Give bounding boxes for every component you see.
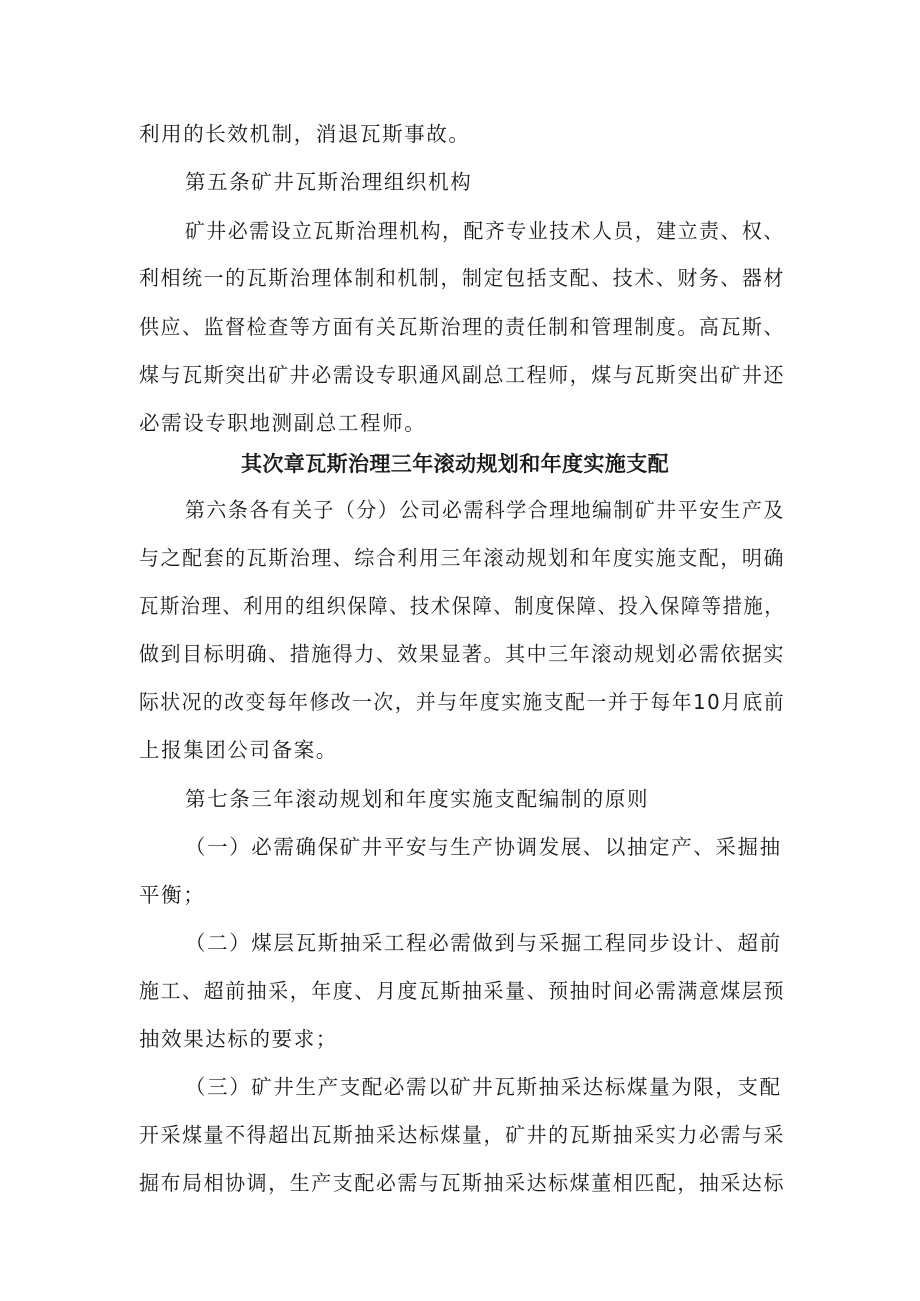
text-line: 矿井必需设立瓦斯治理机构，配齐专业技术人员，建立责、权、 [185,219,785,243]
body-line [0,209,920,253]
text-line: 利相统一的瓦斯治理体制和机制，制定包括支配、技术、财务、器材 [139,266,785,290]
body-line [0,1161,920,1205]
body-line [0,632,920,676]
body-line [0,488,920,532]
text-line: 煤与瓦斯突出矿井必需设专职通风副总工程师，煤与瓦斯突出矿井还 [139,363,785,387]
text-line: （二）煤层瓦斯抽采工程必需做到与采掘工程同步设计、超前 [185,931,782,955]
chapter-heading [0,442,920,486]
text-line: 瓦斯治理、利用的组织保障、技术保障、制度保障、投入保障等措施， [139,594,786,618]
text-line: 第七条三年滚动规划和年度实施支配编制的原则 [185,787,650,811]
text-line: 供应、监督检查等方面有关瓦斯治理的责任制和管理制度。高瓦斯、 [139,315,785,339]
body-line [0,969,920,1013]
text-line: 抽效果达标的要求； [139,1027,338,1051]
body-line [0,584,920,628]
list-item [0,921,920,965]
body-line [0,680,920,724]
text-line: 平衡； [139,883,206,907]
text-line: 掘布局相协调，生产支配必需与瓦斯抽采达标煤董相匹配，抽采达标 [139,1171,785,1195]
body-line [0,112,920,156]
body-line [0,728,920,772]
body-line [0,305,920,349]
text-line: 际状况的改变每年修改一次，并与年度实施支配一并于每年10月底前 [139,690,786,714]
text-line: 第六条各有关子（分）公司必需科学合理地编制矿井平安生产及 [185,498,785,522]
body-line [0,401,920,445]
text-line: 做到目标明确、措施得力、效果显著。其中三年滚动规划必需依据实 [139,642,785,666]
body-line [0,256,920,300]
list-item [0,825,920,869]
text-line: 与之配套的瓦斯治理、综合利用三年滚动规划和年度实施支配，明确 [139,546,785,570]
article-heading [0,160,920,204]
text-line: 施工、超前抽采，年度、月度瓦斯抽采量、预抽时间必需满意煤层预 [139,979,785,1003]
body-line [0,536,920,580]
list-item [0,1065,920,1109]
body-line [0,1017,920,1061]
body-line [0,353,920,397]
text-line: 必需设专职地测副总工程师。 [139,411,427,435]
body-line [0,1113,920,1157]
text-line: （一）必需确保矿井平安与生产协调发展、以抽定产、采掘抽 [185,835,782,859]
text-line: 第五条矿井瓦斯治理组织机构 [185,170,473,194]
chapter-title: 其次章瓦斯治理三年滚动规划和年度实施支配 [241,452,669,476]
text-line: 利用的长效机制，消退瓦斯事故。 [139,122,471,146]
body-line [0,873,920,917]
text-line: （三）矿井生产支配必需以矿井瓦斯抽采达标煤量为限，支配 [185,1075,782,1099]
article-heading [0,777,920,821]
text-line: 开采煤量不得超出瓦斯抽采达标煤量，矿井的瓦斯抽采实力必需与采 [139,1123,785,1147]
text-line: 上报集团公司备案。 [139,738,338,762]
